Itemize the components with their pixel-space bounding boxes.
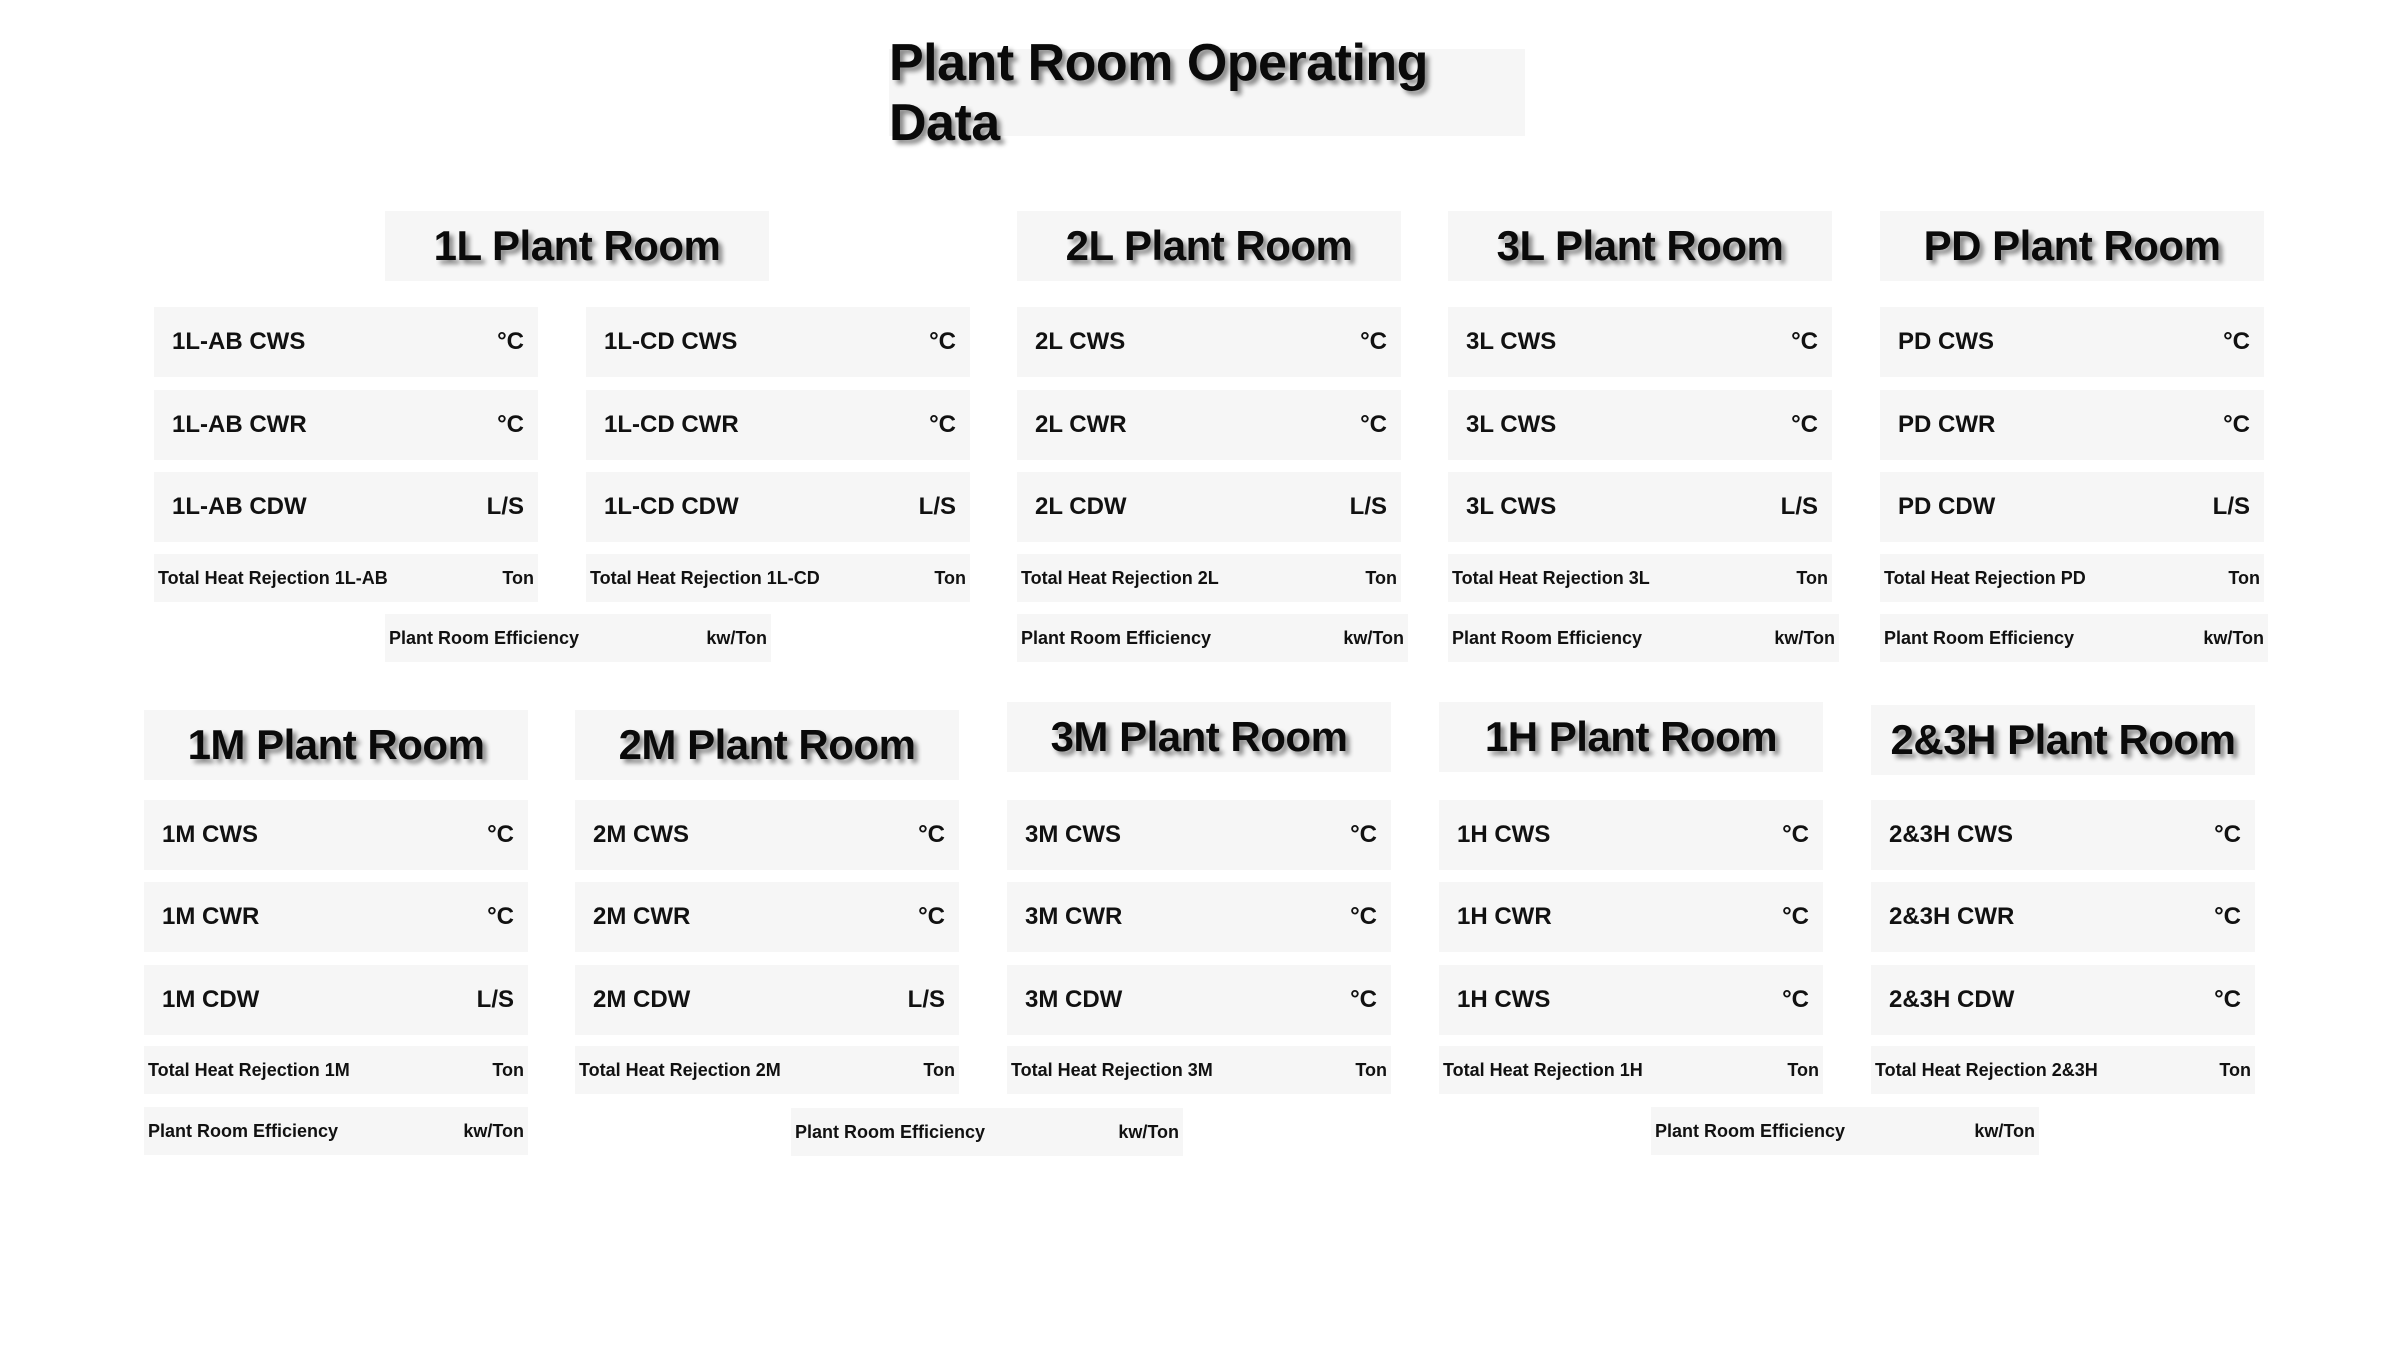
room-title-2-3h-text: 2&3H Plant Room [1890,716,2236,763]
metric-unit: °C [1782,821,1809,848]
metric-unit: Ton [1355,1059,1387,1080]
metric-1l-cd-cwr [586,390,970,460]
metric-unit: Ton [502,567,534,588]
metric-label: 1M CDW [162,986,260,1013]
efficiency-label: Plant Room Efficiency [795,1121,986,1142]
metric-label: Total Heat Rejection 1H [1443,1059,1643,1080]
efficiency-label: Plant Room Efficiency [148,1120,339,1141]
page-title: Plant Room Operating Data [889,33,1428,152]
metric-unit: °C [2214,986,2241,1013]
metric-label: 2L CDW [1035,493,1127,520]
room-title-1l [385,211,769,281]
metric-unit: °C [1791,328,1818,355]
metric-2-3h-heat-rejection [1871,1046,2255,1094]
metric-unit: °C [1360,328,1387,355]
metric-3m-heat-rejection [1007,1046,1391,1094]
efficiency-unit: kw/Ton [1974,1120,2035,1141]
metric-label: 3L CWS [1466,493,1557,520]
metric-3m-cwr [1007,882,1391,952]
metric-1l-ab-cwr [154,390,538,460]
metric-pd-cwr [1880,390,2264,460]
metric-unit: °C [487,903,514,930]
metric-2l-cws [1017,307,1401,377]
metric-label: 1L-AB CDW [172,493,307,520]
efficiency-2m-3m [791,1108,1183,1156]
efficiency-unit: kw/Ton [706,627,767,648]
metric-1l-cd-heat-rejection [586,554,970,602]
metric-label: 3M CDW [1025,986,1123,1013]
metric-label: Total Heat Rejection 2M [579,1059,781,1080]
metric-label: 1L-CD CWS [604,328,738,355]
metric-label: 3M CWR [1025,903,1123,930]
efficiency-unit: kw/Ton [463,1120,524,1141]
room-title-pd [1880,211,2264,281]
metric-unit: °C [2223,328,2250,355]
efficiency-unit: kw/Ton [1118,1121,1179,1142]
metric-1h-cws-1 [1439,800,1823,870]
metric-pd-heat-rejection [1880,554,2264,602]
efficiency-unit: kw/Ton [2203,627,2264,648]
metric-unit: °C [2223,411,2250,438]
efficiency-label: Plant Room Efficiency [1655,1120,1846,1141]
metric-unit: °C [929,328,956,355]
metric-unit: °C [497,411,524,438]
metric-label: 3M CWS [1025,821,1121,848]
metric-unit: Ton [2219,1059,2251,1080]
metric-1l-ab-cdw [154,472,538,542]
metric-unit: °C [2214,903,2241,930]
metric-label: 1M CWR [162,903,260,930]
metric-2-3h-cwr [1871,882,2255,952]
efficiency-unit: kw/Ton [1343,627,1404,648]
metric-1l-cd-cdw [586,472,970,542]
efficiency-label: Plant Room Efficiency [1021,627,1212,648]
metric-unit: Ton [2228,567,2260,588]
metric-label: Total Heat Rejection 1M [148,1059,350,1080]
metric-unit: °C [918,821,945,848]
metric-unit: °C [2214,821,2241,848]
metric-unit: °C [497,328,524,355]
metric-3m-cdw [1007,965,1391,1035]
metric-label: Total Heat Rejection 1L-CD [590,567,820,588]
metric-label: 2L CWR [1035,411,1127,438]
metric-unit: °C [1350,821,1377,848]
efficiency-label: Plant Room Efficiency [1884,627,2075,648]
metric-pd-cws [1880,307,2264,377]
room-title-3m [1007,702,1391,772]
room-title-1l-text: 1L Plant Room [433,222,721,269]
metric-2m-heat-rejection [575,1046,959,1094]
metric-unit: Ton [1796,567,1828,588]
room-title-1h-text: 1H Plant Room [1484,713,1778,760]
metric-2l-cwr [1017,390,1401,460]
room-title-2m [575,710,959,780]
metric-unit: L/S [907,986,945,1013]
metric-label: 2M CWS [593,821,689,848]
metric-2-3h-cdw [1871,965,2255,1035]
metric-unit: °C [1350,986,1377,1013]
efficiency-2l [1017,614,1408,662]
page-title-box [889,33,1525,152]
metric-label: 2&3H CDW [1889,986,2015,1013]
metric-1h-cwr [1439,882,1823,952]
room-title-2-3h [1871,705,2255,775]
metric-label: 2L CWS [1035,328,1126,355]
metric-2l-cdw [1017,472,1401,542]
metric-unit: °C [1782,903,1809,930]
metric-unit: Ton [1787,1059,1819,1080]
metric-unit: L/S [1780,493,1818,520]
metric-unit: L/S [2212,493,2250,520]
metric-1l-ab-heat-rejection [154,554,538,602]
metric-label: 1H CWS [1457,821,1551,848]
room-title-1m-text: 1M Plant Room [187,721,485,768]
metric-unit: Ton [923,1059,955,1080]
metric-1l-ab-cws [154,307,538,377]
metric-label: Total Heat Rejection PD [1884,567,2086,588]
efficiency-pd [1880,614,2268,662]
metric-1h-heat-rejection [1439,1046,1823,1094]
efficiency-label: Plant Room Efficiency [1452,627,1643,648]
metric-label: 2&3H CWS [1889,821,2014,848]
metric-label: Total Heat Rejection 2L [1021,567,1219,588]
metric-3m-cws [1007,800,1391,870]
room-title-3m-text: 3M Plant Room [1050,713,1348,760]
room-title-2m-text: 2M Plant Room [618,721,916,768]
efficiency-label: Plant Room Efficiency [389,627,580,648]
metric-label: 2&3H CWR [1889,903,2015,930]
metric-label: 1M CWS [162,821,258,848]
room-title-2l [1017,211,1401,281]
metric-1h-cws-2 [1439,965,1823,1035]
metric-unit: L/S [486,493,524,520]
metric-unit: °C [1360,411,1387,438]
metric-unit: °C [1791,411,1818,438]
metric-1m-heat-rejection [144,1046,528,1094]
metric-2m-cdw [575,965,959,1035]
metric-unit: L/S [1349,493,1387,520]
metric-2-3h-cws [1871,800,2255,870]
metric-label: 3L CWS [1466,328,1557,355]
metric-unit: °C [487,821,514,848]
metric-label: PD CDW [1898,493,1996,520]
metric-label: PD CWR [1898,411,1996,438]
metric-unit: Ton [492,1059,524,1080]
room-title-2l-text: 2L Plant Room [1065,222,1353,269]
efficiency-1l [385,614,771,662]
metric-2m-cwr [575,882,959,952]
room-title-1m [144,710,528,780]
efficiency-1h-2-3h [1651,1107,2039,1155]
efficiency-3l [1448,614,1839,662]
metric-unit: Ton [1365,567,1397,588]
metric-3l-heat-rejection [1448,554,1832,602]
metric-unit: °C [918,903,945,930]
metric-2m-cws [575,800,959,870]
efficiency-1m [144,1107,528,1155]
metric-label: Total Heat Rejection 3M [1011,1059,1213,1080]
metric-unit: °C [1350,903,1377,930]
metric-unit: L/S [918,493,956,520]
metric-unit: L/S [476,986,514,1013]
room-title-3l-text: 3L Plant Room [1496,222,1784,269]
metric-3l-cws-3 [1448,472,1832,542]
room-title-pd-text: PD Plant Room [1923,222,2221,269]
metric-1m-cwr [144,882,528,952]
metric-label: 2M CDW [593,986,691,1013]
metric-3l-cws-1 [1448,307,1832,377]
metric-3l-cws-2 [1448,390,1832,460]
metric-label: 1H CWR [1457,903,1552,930]
metric-label: Total Heat Rejection 3L [1452,567,1650,588]
metric-label: 1L-AB CWR [172,411,307,438]
metric-label: 2M CWR [593,903,691,930]
room-title-1h [1439,702,1823,772]
metric-2l-heat-rejection [1017,554,1401,602]
metric-unit: °C [929,411,956,438]
metric-unit: °C [1782,986,1809,1013]
metric-1l-cd-cws [586,307,970,377]
metric-label: 3L CWS [1466,411,1557,438]
metric-label: Total Heat Rejection 2&3H [1875,1059,2098,1080]
metric-label: PD CWS [1898,328,1994,355]
metric-label: 1L-AB CWS [172,328,306,355]
metric-label: Total Heat Rejection 1L-AB [158,567,388,588]
metric-label: 1L-CD CWR [604,411,739,438]
efficiency-unit: kw/Ton [1774,627,1835,648]
metric-label: 1L-CD CDW [604,493,739,520]
room-title-3l [1448,211,1832,281]
metric-pd-cdw [1880,472,2264,542]
metric-1m-cdw [144,965,528,1035]
metric-1m-cws [144,800,528,870]
metric-unit: Ton [934,567,966,588]
metric-label: 1H CWS [1457,986,1551,1013]
